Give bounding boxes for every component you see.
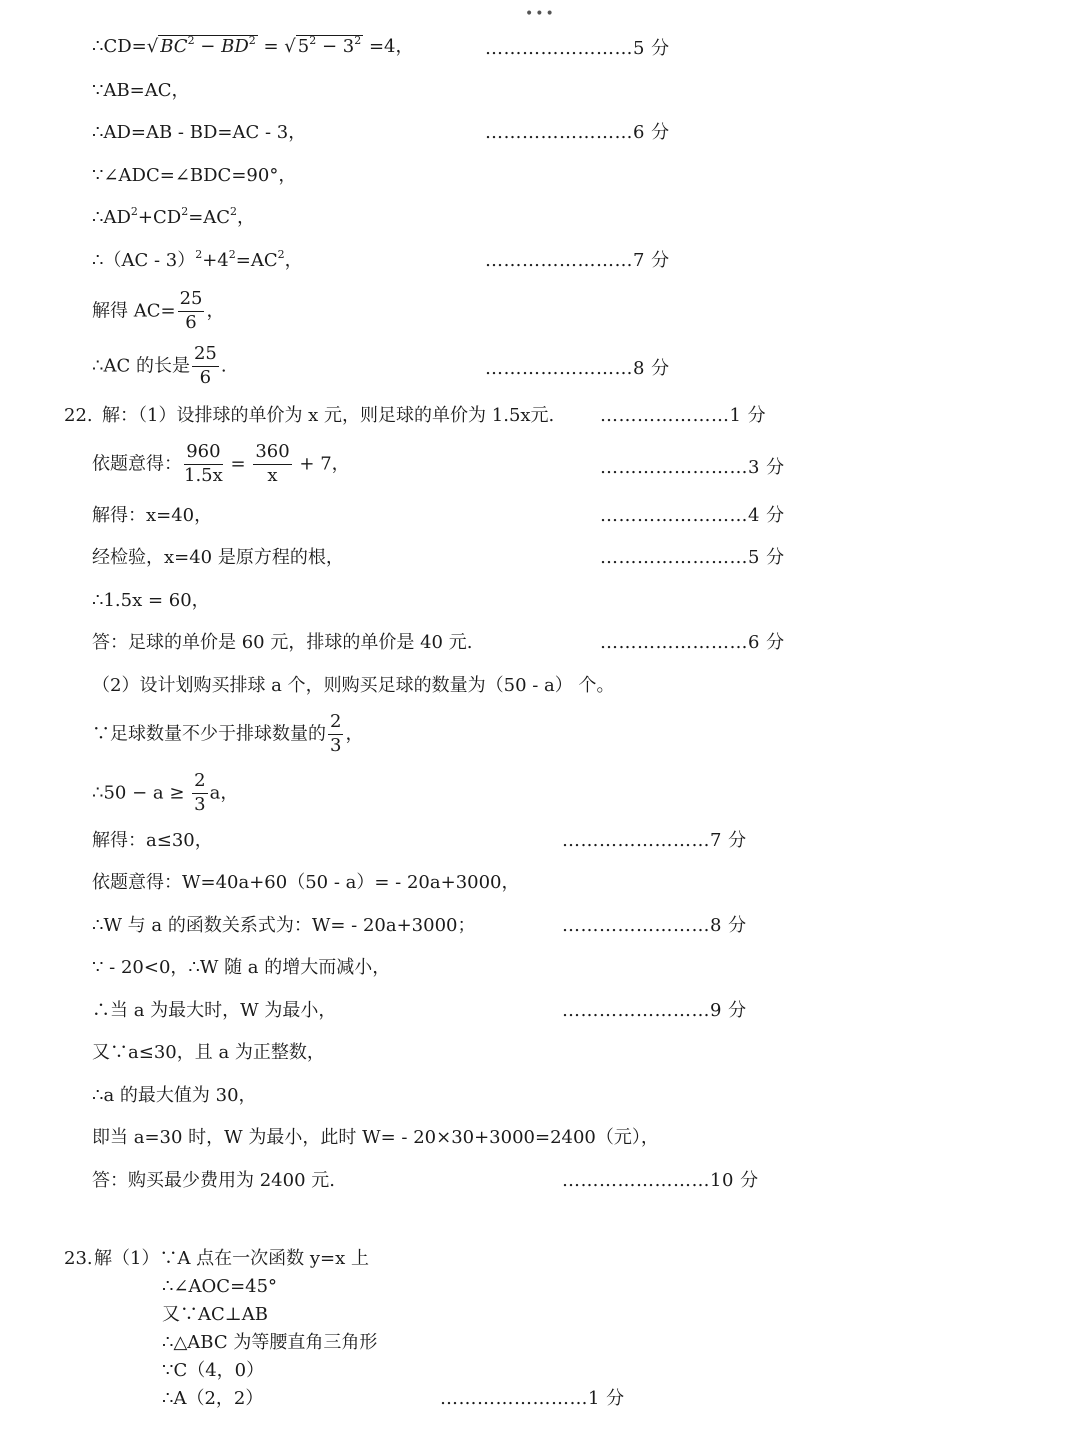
q22-score-8: ……………………8 分 [562, 915, 747, 936]
ac3-a: ∴（AC - 3） [92, 250, 196, 271]
sqrt-2: $5^2 - 3^2$ [297, 34, 362, 57]
score-5: ……………………5 分 [485, 38, 670, 59]
q23-line2: ∴∠AOC=45° [162, 1276, 278, 1297]
q22-answer2: 答：购买最少费用为 2400 元. [92, 1170, 335, 1191]
solve-ac-prefix: 解得 AC= [92, 300, 176, 322]
ac-len-suffix: . [220, 355, 227, 377]
q22-inequality [92, 772, 238, 815]
q22-solve2: 解得：a≤30， [92, 830, 213, 851]
frac-num: 960 [184, 443, 223, 465]
ineq-suffix: a， [209, 782, 239, 804]
ineq-prefix: ∴50 − a ≥ [92, 782, 191, 804]
q22-number: 22. [64, 405, 93, 426]
ad2-a: ∴AD [92, 207, 131, 228]
frac-num: 25 [178, 290, 205, 312]
q22-a-max: ∴a 的最大值为 30， [92, 1085, 257, 1106]
q22-score-7: ……………………7 分 [562, 830, 747, 851]
q22-solve: 解得：x=40， [92, 505, 213, 526]
fraction-360 [253, 443, 291, 486]
cd-eq: = [257, 36, 285, 57]
q22-answer1: 答：足球的单价是 60 元，排球的单价是 40 元. [92, 632, 473, 653]
fraction-25-6 [178, 290, 205, 333]
q23-score-1: ……………………1 分 [440, 1388, 625, 1409]
ad2-line: $\therefore AD^2+CD^2=AC^2$， [92, 205, 256, 228]
ac3-b: +4 [202, 250, 229, 271]
fraction-960 [184, 443, 223, 486]
q22-when-max: ∴当 a 为最大时，W 为最小， [92, 1000, 337, 1021]
eq-prefix: 依题意得： [92, 453, 182, 475]
q22-check: 经检验，x=40 是原方程的根， [92, 547, 344, 568]
cond-suffix: ， [345, 723, 364, 745]
cd-line: ∴CD=√ $BC^2 - BD^2$ = √ $5^2 - 3^2 =4$， [92, 34, 414, 57]
ad2-d: ， [237, 207, 256, 228]
cd-prefix: ∴CD= [92, 36, 147, 57]
q22-calc: ∴1.5x = 60， [92, 590, 210, 611]
q23-line1: 解（1）∵A 点在一次函数 y=x 上 [94, 1248, 370, 1269]
frac-num: 2 [192, 772, 207, 794]
angle-line: ∵∠ADC=∠BDC=90°， [92, 165, 297, 186]
top-ellipsis[interactable]: ••• [525, 6, 556, 22]
solve-ac-suffix: ， [206, 300, 225, 322]
q23-line5: ∵C（4，0） [162, 1360, 265, 1381]
sqrt2-minus: − 3 [316, 36, 355, 57]
q22-score-3: ……………………3 分 [600, 457, 785, 478]
sqrt2-5: 5 [297, 36, 310, 57]
q23-line4: ∴△ABC 为等腰直角三角形 [162, 1332, 378, 1353]
q22-score-1: …………………1 分 [600, 405, 767, 426]
fraction-2-3-b [192, 772, 207, 815]
q22-score-9: ……………………9 分 [562, 1000, 747, 1021]
frac-den: 3 [330, 734, 342, 756]
frac-den: 1.5x [184, 464, 223, 486]
ac-len-prefix: ∴AC 的长是 [92, 355, 190, 377]
ab-ac-line: ∵AB=AC， [92, 80, 190, 101]
q22-score-6: ……………………6 分 [600, 632, 785, 653]
frac-den: 6 [185, 311, 197, 333]
frac-num: 25 [192, 345, 219, 367]
q22-score-10: ……………………10 分 [562, 1170, 759, 1191]
ac3-d: ， [284, 250, 303, 271]
q22-equation [92, 443, 350, 486]
sqrt-1: $BC^2 - BD^2$ [160, 34, 256, 57]
q22-w-def: 依题意得：W=40a+60（50 - a）= - 20a+3000， [92, 872, 520, 893]
ad-line: ∴AD=AB - BD=AC - 3， [92, 122, 307, 143]
eq-tail: + 7， [293, 453, 350, 475]
ac3-c: =AC [235, 250, 278, 271]
q22-condition [92, 713, 363, 756]
q23-line3: 又∵AC⊥AB [162, 1304, 268, 1325]
q22-result: 即当 a=30 时，W 为最小，此时 W= - 20×30+3000=2400（元）， [92, 1127, 659, 1148]
q22-also: 又∵a≤30，且 a 为正整数， [92, 1042, 325, 1063]
eq-equals: = [224, 453, 252, 475]
cd-tail: =4， [363, 36, 414, 57]
frac-den: 6 [199, 366, 212, 388]
frac-den: x [267, 464, 278, 486]
frac-num: 360 [253, 443, 291, 465]
fraction-25-6-b [192, 345, 219, 388]
sqrt1-minus: − BD [194, 36, 249, 57]
cond-prefix: ∵足球数量不少于排球数量的 [92, 723, 326, 745]
q22-score-4: ……………………4 分 [600, 505, 785, 526]
q23-line6: ∴A（2，2） [162, 1388, 264, 1409]
sqrt1-bc: BC [160, 36, 188, 57]
q22-part2: （2）设计划购买排球 a 个，则购买足球的数量为（50 - a） 个。 [92, 675, 615, 696]
q22-decrease: ∵ - 20<0，∴W 随 a 的增大而减小， [92, 957, 391, 978]
ac3-line: ∴（AC - $3)^2+4^2=AC^2$， [92, 248, 303, 271]
q22-w-func: ∴W 与 a 的函数关系式为：W= - 20a+3000； [92, 915, 476, 936]
ad2-b: +CD [137, 207, 182, 228]
q23-number: 23. [64, 1248, 93, 1269]
q22-score-5: ……………………5 分 [600, 547, 785, 568]
score-8: ……………………8 分 [485, 358, 670, 379]
frac-num: 2 [328, 713, 343, 735]
solve-ac-line [92, 290, 224, 333]
frac-den: 3 [194, 793, 206, 815]
score-7: ……………………7 分 [485, 250, 670, 271]
ac-length-line [92, 345, 227, 388]
fraction-2-3 [328, 713, 343, 756]
q22-intro: 解：（1）设排球的单价为 x 元，则足球的单价为 1.5x元. [102, 405, 555, 426]
score-6: ……………………6 分 [485, 122, 670, 143]
ad2-c: =AC [188, 207, 231, 228]
